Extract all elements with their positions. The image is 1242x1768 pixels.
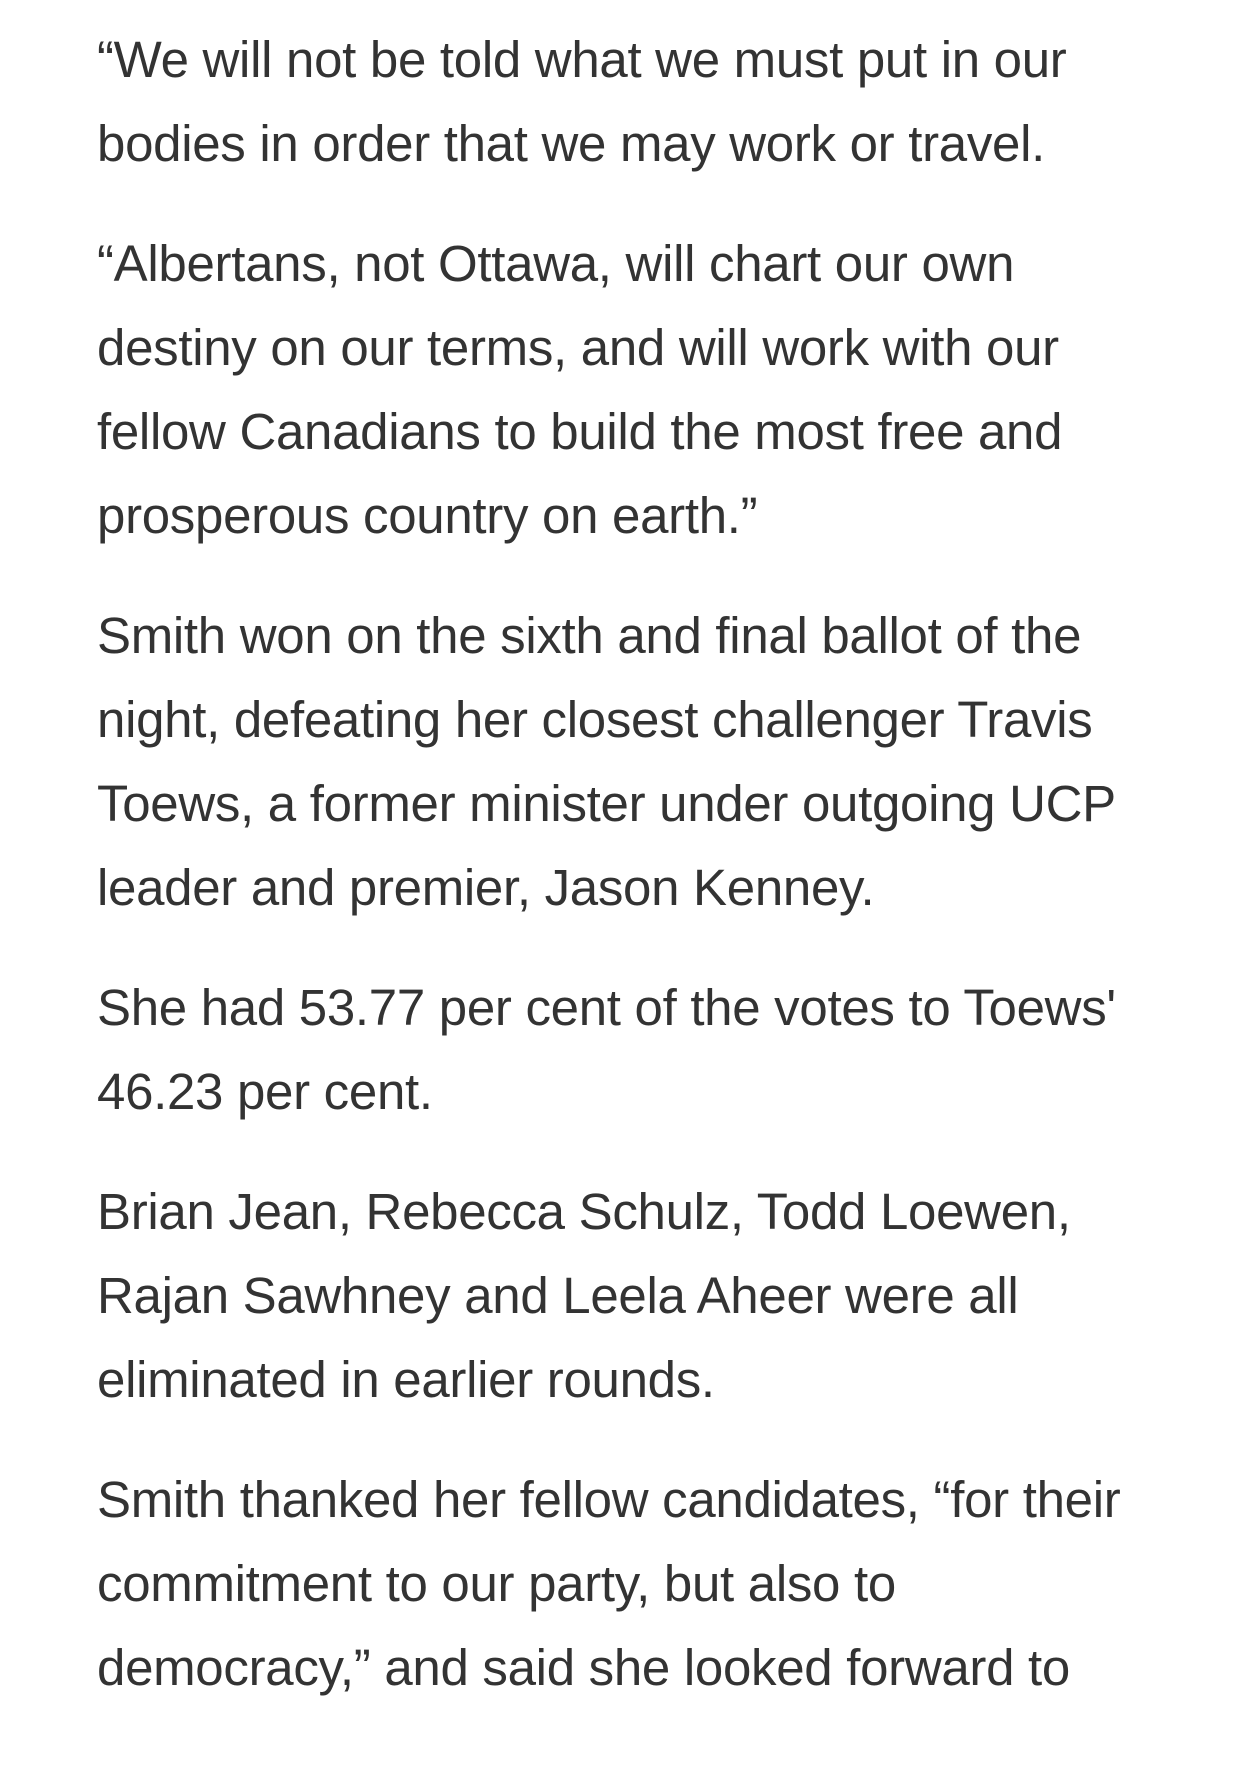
paragraph-vote-share: She had 53.77 per cent of the votes to Toews' 46.23 per cent. [97, 979, 1116, 1120]
paragraph-ballot-result: Smith won on the sixth and final ballot of the night, defeating her closest challenger Travis Toews, a former minister under outgoing UCP leader and premier, Jason Kenney. [97, 607, 1115, 916]
paragraph-thanks: Smith thanked her fellow candidates, “for their commitment to our party, but also to democracy,” and said she looked forward to [97, 1471, 1121, 1696]
paragraph-quote-albertans: “Albertans, not Ottawa, will chart our own destiny on our terms, and will work with our fellow Canadians to build the most free and prosperous country on earth.” [97, 235, 1063, 544]
paragraph-quote-bodies: “We will not be told what we must put in our bodies in order that we may work or travel. [97, 31, 1067, 172]
article-body [97, 18, 1157, 1746]
paragraph-eliminated-candidates: Brian Jean, Rebecca Schulz, Todd Loewen, Rajan Sawhney and Leela Aheer were all eliminated in earlier rounds. [97, 1183, 1071, 1408]
